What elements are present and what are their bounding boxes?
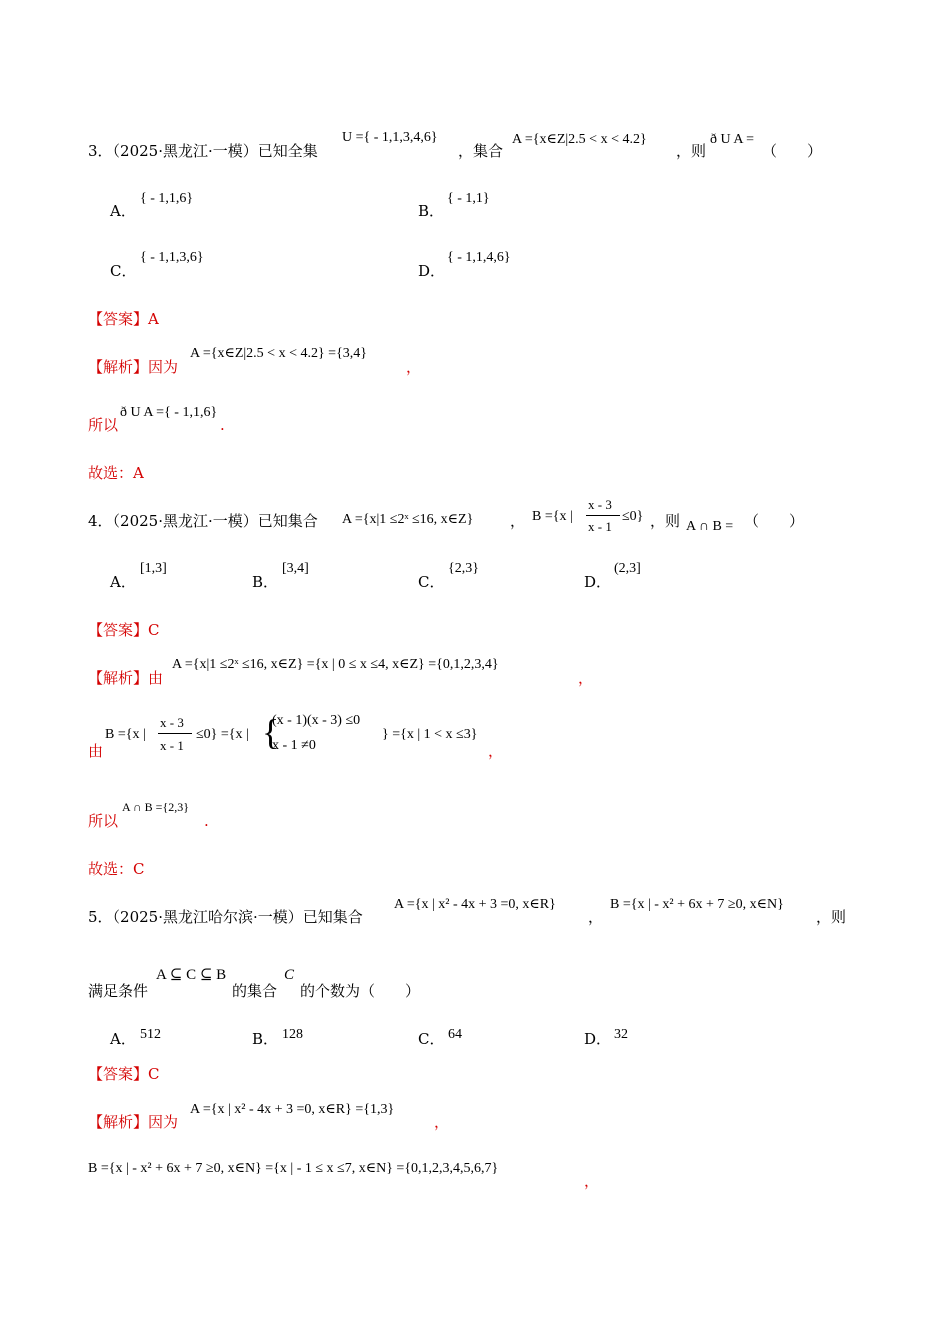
q4-option-c-label: C． bbox=[418, 573, 445, 591]
q4-set-b-end: ≤0} bbox=[622, 509, 644, 524]
q4-system-line-1: (x - 1)(x - 3) ≤0 bbox=[272, 713, 361, 728]
q5-analysis-formula-1: A ={x | x² - 4x + 3 =0, x∈R} ={1,3} bbox=[190, 1102, 395, 1117]
q5-set-a: A ={x | x² - 4x + 3 =0, x∈R} bbox=[394, 897, 556, 912]
q4-choose: 故选：C bbox=[88, 860, 145, 878]
q4-fraction-denominator: x - 1 bbox=[588, 519, 612, 534]
q4-analysis-tag: 【解析】由 bbox=[88, 669, 164, 687]
q3-option-a-value: { - 1,1,6} bbox=[140, 191, 194, 206]
q4-answer: 【答案】C bbox=[88, 621, 160, 639]
q3-analysis-tag: 【解析】因为 bbox=[88, 358, 179, 376]
q3-so: 所以 bbox=[88, 416, 119, 434]
q4-so: 所以 bbox=[88, 812, 119, 830]
q4-system-brace: { bbox=[262, 712, 280, 752]
q3-option-b-label: B． bbox=[418, 202, 445, 220]
q4-option-c-value: {2,3} bbox=[448, 561, 479, 576]
q3-option-d-label: D． bbox=[418, 262, 446, 280]
q3-option-c-label: C． bbox=[110, 262, 137, 280]
q4-period: . bbox=[204, 812, 209, 830]
q5-option-c-label: C． bbox=[418, 1030, 445, 1048]
q3-analysis-comma: ， bbox=[406, 358, 422, 376]
q4-analysis-comma-2: ， bbox=[488, 742, 504, 760]
q4-analysis-formula-1: A ={x|1 ≤2ˣ ≤16, x∈Z} ={x | 0 ≤ x ≤4, x∈Z} ={0,1,2,3,4} bbox=[172, 657, 499, 672]
q5-then: ，则 bbox=[816, 908, 847, 926]
q5-mid-text: ， bbox=[588, 908, 604, 926]
q4-option-a-label: A． bbox=[110, 573, 136, 591]
q3-choose: 故选：A bbox=[88, 464, 144, 482]
q4-option-d-value: (2,3] bbox=[614, 561, 641, 576]
q3-option-b-value: { - 1,1} bbox=[447, 191, 490, 206]
q3-stem: 3．（2025·黑龙江·一模）已知全集 bbox=[88, 142, 318, 160]
q5-analysis-formula-2: B ={x | - x² + 6x + 7 ≥0, x∈N} ={x | - 1 ≤ x ≤7, x∈N} ={0,1,2,3,4,5,6,7} bbox=[88, 1161, 499, 1176]
q3-mid-text: ，集合 bbox=[458, 142, 504, 160]
q4-option-b-label: B． bbox=[252, 573, 279, 591]
q5-answer: 【答案】C bbox=[88, 1065, 160, 1083]
q4-analysis-comma-1: ， bbox=[578, 669, 594, 687]
q4-mid-text: ， bbox=[510, 512, 526, 530]
q5-line2-text-a: 满足条件 bbox=[88, 982, 149, 1000]
q3-answer: 【答案】A bbox=[88, 310, 159, 328]
q4-b-fraction-bar bbox=[158, 733, 192, 734]
q5-option-c-value: 64 bbox=[448, 1027, 462, 1042]
q3-paren: （ ） bbox=[762, 142, 823, 160]
q4-analysis-formula-2: A ∩ B ={2,3} bbox=[122, 800, 189, 814]
q3-period: . bbox=[220, 416, 225, 434]
q3-option-a-label: A． bbox=[110, 202, 136, 220]
q4-fraction-numerator: x - 3 bbox=[588, 497, 612, 512]
q4-option-d-label: D． bbox=[584, 573, 612, 591]
q5-analysis-tag: 【解析】因为 bbox=[88, 1113, 179, 1131]
q5-option-a-label: A． bbox=[110, 1030, 136, 1048]
q4-then: ，则 bbox=[650, 512, 681, 530]
q3-analysis-formula-1: A ={x∈Z|2.5 < x < 4.2} ={3,4} bbox=[190, 346, 368, 361]
q4-fraction-bar bbox=[586, 515, 620, 516]
q5-set-b: B ={x | - x² + 6x + 7 ≥0, x∈N} bbox=[610, 897, 784, 912]
q3-set-a: A ={x∈Z|2.5 < x < 4.2} bbox=[512, 132, 647, 147]
q3-universal-set: U ={ - 1,1,3,4,6} bbox=[342, 130, 438, 145]
q3-option-c-value: { - 1,1,3,6} bbox=[140, 250, 204, 265]
q5-option-b-value: 128 bbox=[282, 1027, 303, 1042]
q3-option-d-value: { - 1,1,4,6} bbox=[447, 250, 511, 265]
q4-set-b-start: B ={x | bbox=[532, 509, 573, 524]
q4-b-fraction-denominator: x - 1 bbox=[160, 738, 184, 753]
q4-b-line-start: B ={x | bbox=[105, 727, 146, 742]
q5-option-a-value: 512 bbox=[140, 1027, 161, 1042]
q4-option-b-value: [3,4] bbox=[282, 561, 309, 576]
q5-option-d-value: 32 bbox=[614, 1027, 628, 1042]
q5-option-d-label: D． bbox=[584, 1030, 612, 1048]
q4-b-line-mid: ≤0} ={x | bbox=[196, 727, 249, 742]
q5-analysis-comma-1: ， bbox=[434, 1113, 450, 1131]
q5-line2-text-c: 的个数为（ ） bbox=[300, 982, 421, 1000]
q4-intersection: A ∩ B = bbox=[686, 519, 734, 534]
q4-stem: 4．（2025·黑龙江·一模）已知集合 bbox=[88, 512, 318, 530]
q4-paren: （ ） bbox=[744, 512, 805, 530]
q3-complement: ð U A = bbox=[710, 132, 755, 147]
q3-analysis-formula-2: ð U A ={ - 1,1,6} bbox=[120, 405, 218, 420]
q4-set-a: A ={x|1 ≤2ˣ ≤16, x∈Z} bbox=[342, 512, 474, 527]
q3-then: ，则 bbox=[676, 142, 707, 160]
q5-stem: 5．（2025·黑龙江哈尔滨·一模）已知集合 bbox=[88, 908, 363, 926]
q5-option-b-label: B． bbox=[252, 1030, 279, 1048]
q4-by: 由 bbox=[88, 742, 104, 760]
q5-line2-text-b: 的集合 bbox=[232, 982, 278, 1000]
q5-set-c: C bbox=[284, 967, 295, 983]
q5-condition: A ⊆ C ⊆ B bbox=[156, 967, 227, 983]
q4-b-line-end: } ={x | 1 < x ≤3} bbox=[382, 727, 478, 742]
q4-option-a-value: [1,3] bbox=[140, 561, 167, 576]
q5-analysis-comma-2: ， bbox=[584, 1172, 600, 1190]
q4-b-fraction-numerator: x - 3 bbox=[160, 715, 184, 730]
q4-system-line-2: x - 1 ≠0 bbox=[272, 738, 316, 753]
